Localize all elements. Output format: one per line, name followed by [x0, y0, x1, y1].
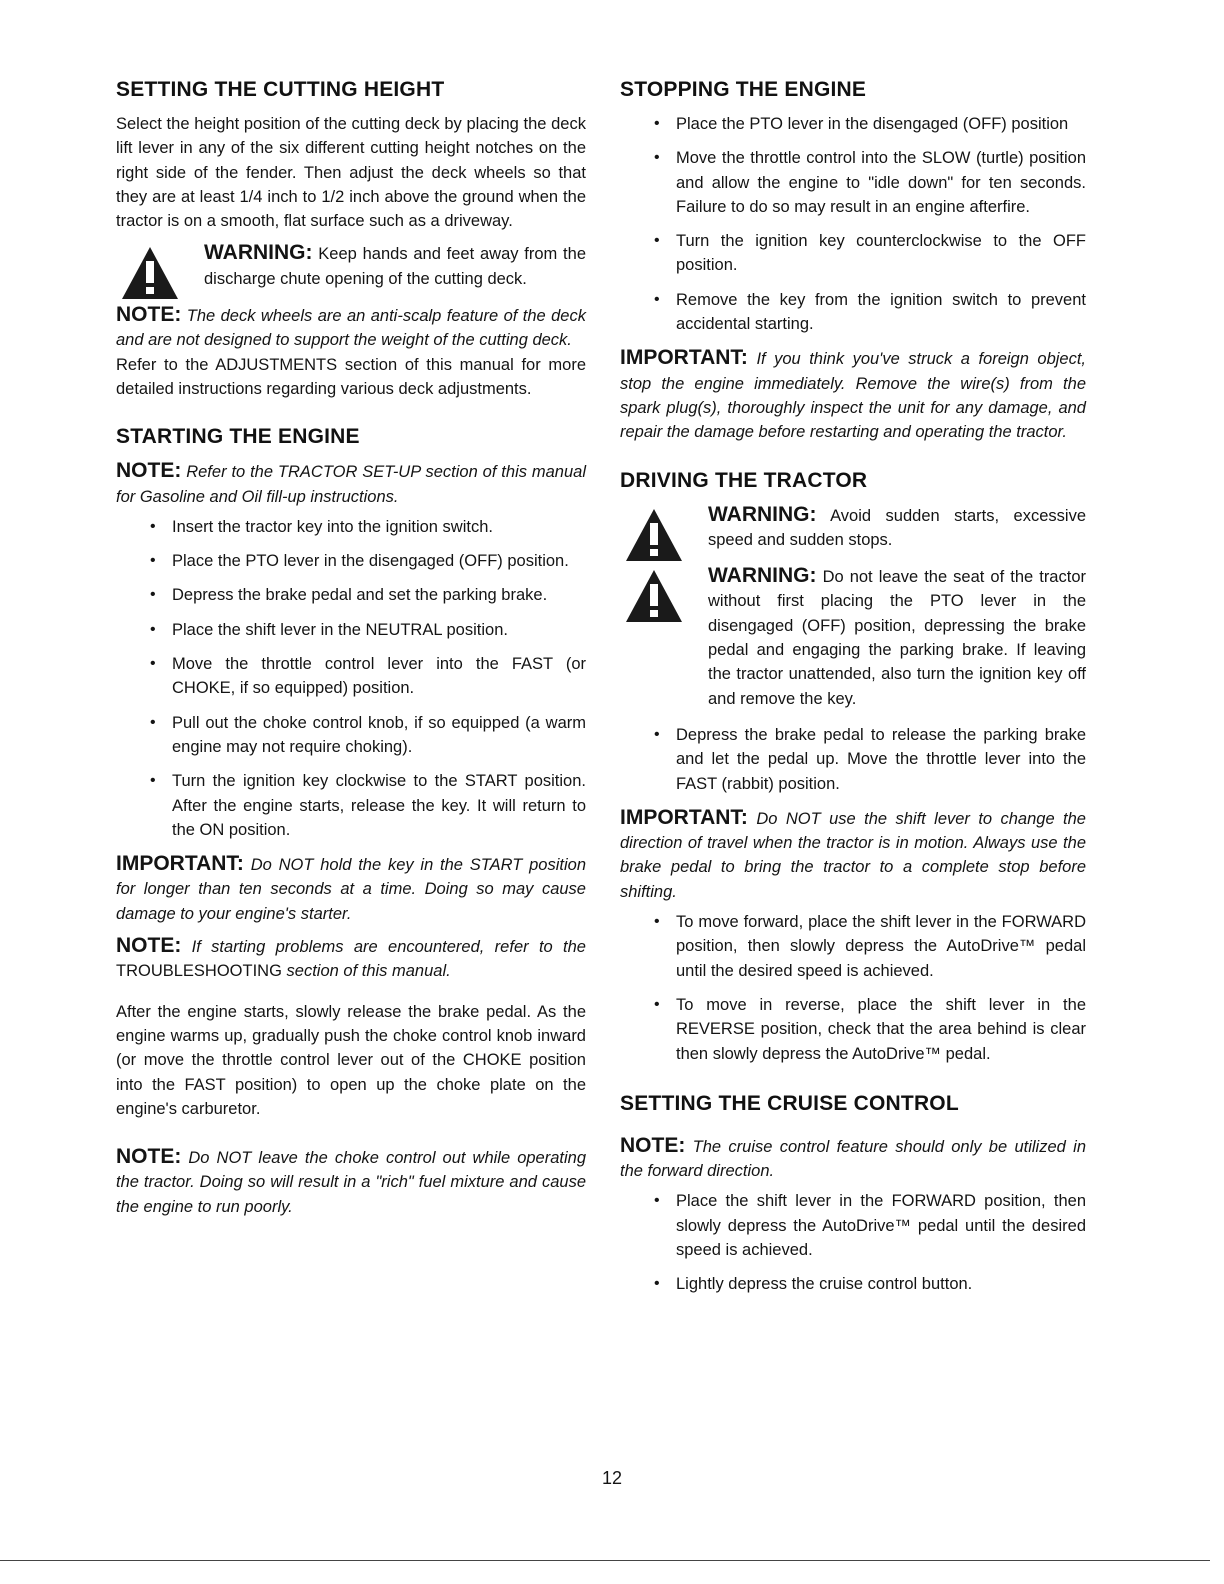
note-label: NOTE:	[116, 459, 182, 483]
warning-text: Keep hands and feet away from the discharge chute opening of the cutting deck.	[204, 245, 586, 288]
starting-steps-list	[116, 515, 586, 842]
list-item: • Place the PTO lever in the disengaged (OFF) position	[654, 115, 1069, 133]
list-item: • Turn the ignition key clockwise to the START position. After the engine starts, release the key. It will return to the ON position.	[150, 772, 586, 839]
list-item: • Place the shift lever in the FORWARD position, then slowly depress the AutoDrive™ pedal until the desired speed is achieved.	[654, 1192, 1086, 1259]
list-item: • Turn the ignition key counterclockwise to the OFF position.	[654, 232, 1086, 275]
warning-leave-seat	[620, 564, 1086, 711]
troubleshooting-ref: TROUBLESHOOTING	[116, 962, 282, 981]
warning-text: Do not leave the seat of the tractor without first placing the PTO lever in the disengaged (OFF) position, depressing the brake pedal and engaging the parking brake. If leaving the tractor unattended, also turn the ignition key off and remove the key.	[708, 568, 1086, 708]
heading-stopping-engine: STOPPING THE ENGINE	[620, 78, 867, 101]
note-label: NOTE:	[116, 934, 182, 958]
important-label: IMPORTANT:	[116, 852, 244, 876]
list-item: • Move the throttle control into the SLOW (turtle) position and allow the engine to "idle down" for ten seconds. Failure to do so may result in an engine afterfire.	[654, 149, 1086, 216]
after-start-text: After the engine starts, slowly release the brake pedal. As the engine warms up, gradually push the choke control knob inward (or move the throttle control lever out of the CHOKE position into the FAST position) to open up the choke plate on the engine's carburetor.	[116, 1002, 586, 1118]
list-item: • Place the shift lever in the NEUTRAL position.	[150, 620, 508, 639]
driving-steps-list	[620, 910, 1086, 1066]
list-item: • Pull out the choke control knob, if so equipped (a warm engine may not require choking).	[150, 713, 586, 756]
release-brake-list	[620, 723, 1086, 796]
warning-sudden-starts	[620, 503, 1086, 553]
important-shift-lever: Do NOT use the shift lever to change the direction of travel when the tractor is in motion. Always use the brake pedal to bring the tractor to a complete stop before shifting.	[620, 809, 1086, 901]
note-cruise-forward: The cruise control feature should only be utilized in the forward direction.	[620, 1137, 1086, 1181]
bottom-rule	[0, 1560, 1210, 1561]
warning-label: WARNING:	[204, 241, 313, 265]
note-label: NOTE:	[620, 1133, 686, 1157]
heading-starting-engine: STARTING THE ENGINE	[116, 425, 360, 449]
list-item: • Depress the brake pedal and set the parking brake.	[150, 586, 548, 605]
refer-adjustments: Refer to the ADJUSTMENTS section of this manual for more detailed instructions regarding various deck adjustments.	[116, 355, 586, 398]
list-item: • To move forward, place the shift lever in the FORWARD position, then slowly depress the AutoDrive™ pedal until the desired speed is achieved.	[654, 913, 1086, 980]
heading-cruise-control: SETTING THE CRUISE CONTROL	[620, 1091, 959, 1115]
important-foreign-object: If you think you've struck a foreign object, stop the engine immediately. Remove the wire(s) from the spark plug(s), thoroughly inspect the unit for any damage, and repair the damage before restarting and operating the tractor.	[620, 350, 1087, 442]
list-item: • Move the throttle control lever into the FAST (or CHOKE, if so equipped) position.	[150, 655, 586, 698]
warning-label: WARNING:	[708, 502, 817, 526]
list-item: • Place the PTO lever in the disengaged (OFF) position.	[150, 552, 569, 571]
page-number: 12	[601, 1468, 623, 1488]
heading-cutting-height: SETTING THE CUTTING HEIGHT	[116, 78, 445, 101]
note-choke: Do NOT leave the choke control out while operating the tractor. Doing so will result in a "rich" fuel mixture and cause the engine to run poorly.	[116, 1149, 586, 1216]
stopping-steps-list	[620, 112, 1086, 336]
list-item: • Depress the brake pedal to release the parking brake and let the pedal up. Move the throttle lever into the FAST (rabbit) position.	[654, 725, 1086, 793]
list-item: • To move in reverse, place the shift lever in the REVERSE position, check that the area behind is clear then slowly depress the AutoDrive™ pedal.	[654, 995, 1086, 1063]
cutting-height-body: Select the height position of the cutting deck by placing the deck lift lever in any of the six different cutting height notches on the right side of the fender. Then adjust the deck wheels so that they are at least 1/4 inch to 1/2 inch above the ground when the tractor is on a smooth, flat surface such as a driveway.	[116, 115, 586, 231]
left-column: SETTING THE CUTTING HEIGHT Select the height position of the cutting deck by placing the deck lift lever in any of the six different cutting height notches on the right side of the fender. Then adjust the deck wheels so that they are at least 1/4 inch to 1/2 inch above the ground when the tractor is on a smooth, flat surface such as a driveway. WARNING: Keep hands and feet away from the discharge chute opening of the cutting deck. NOTE: The deck wheels are an anti-scalp feature of the deck and are not designed to support the weight of the cutting deck. Refer to the ADJUSTMENTS section of this manual for more detailed instructions regarding various deck adjustments. STARTING THE ENGINE NOTE: Refer to the TRACTOR SET-UP section of this manual for Gasoline and Oil fill-up instructions. • Insert the tractor key into the ignition switch. • Place the PTO lever in the disengaged (OFF) position. • Depress the brake pedal and set the parking brake. • Place the shift lever in the NEUTRAL position. • Move the throttle control lever into the FAST (or CHOKE, if so equipped) position. • Pull out the choke control knob, if so equipped (a warm engine may not require choking). • Turn the ignition key clockwise to the START position. After the engine starts, release the key. It will return to the ON position. IMPORTANT: Do NOT hold the key in the START position for longer than ten seconds at a time. Doing so may cause damage to your engine's starter. NOTE: If starting problems are encountered, refer to the TROUBLESHOOTING section of this manual. After the engine starts, slowly release the brake pedal. As the engine warms up, gradually push the choke control knob inward (or move the throttle control lever out of the CHOKE position into the FAST position) to open up the choke plate on the engine's carburetor. NOTE: Do NOT leave the choke control out while operating the tractor. Doing so will result in a "rich" fuel mixture and cause the engine to run poorly.	[116, 78, 586, 1216]
heading-driving-tractor: DRIVING THE TRACTOR	[620, 468, 868, 492]
note-setup-refer: Refer to the TRACTOR SET-UP section of this manual for Gasoline and Oil fill-up instructions.	[116, 463, 586, 506]
warning-triangle-icon	[120, 245, 180, 301]
warning-discharge-chute	[116, 241, 586, 291]
important-label: IMPORTANT:	[620, 346, 748, 370]
warning-label: WARNING:	[708, 564, 817, 588]
list-item: • Insert the tractor key into the ignition switch.	[150, 517, 493, 536]
important-label: IMPORTANT:	[620, 805, 748, 829]
warning-triangle-icon	[624, 568, 684, 624]
note-label: NOTE:	[116, 303, 182, 327]
note-label: NOTE:	[116, 1145, 182, 1169]
list-item: • Lightly depress the cruise control button.	[654, 1275, 973, 1294]
warning-text: Avoid sudden starts, excessive speed and sudden stops.	[708, 506, 1086, 549]
warning-triangle-icon	[624, 507, 684, 563]
important-start-key: Do NOT hold the key in the START position for longer than ten seconds at a time. Doing so may cause damage to your engine's starter.	[116, 856, 586, 923]
right-column	[620, 78, 1086, 1307]
list-item: • Remove the key from the ignition switch to prevent accidental starting.	[654, 290, 1086, 334]
note-deck-wheels: The deck wheels are an anti-scalp feature of the deck and are not designed to support the weight of the cutting deck.	[116, 307, 586, 350]
cruise-steps-list	[620, 1189, 1086, 1296]
